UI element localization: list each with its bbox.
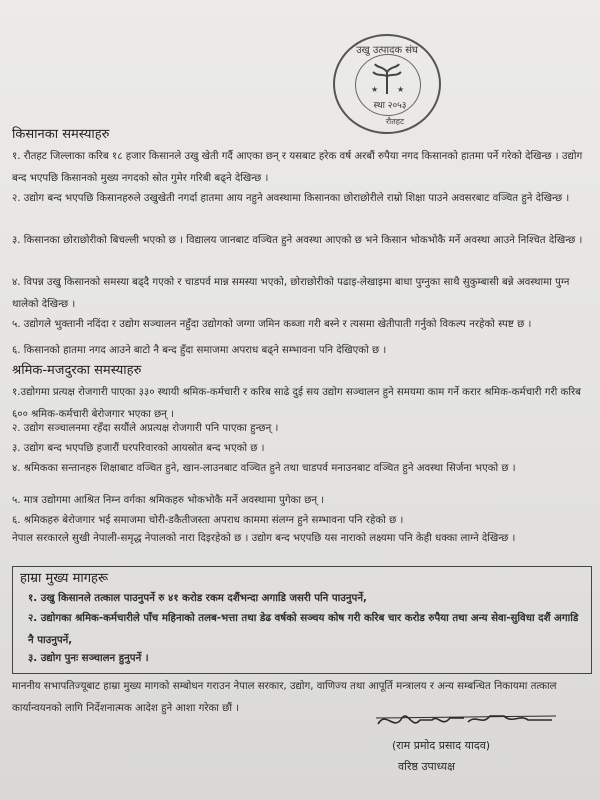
svg-text:★: ★ bbox=[371, 85, 379, 94]
signatory-name: (राम प्रमोद प्रसाद यादव) bbox=[392, 739, 491, 752]
svg-text:★: ★ bbox=[397, 85, 405, 94]
section-title-farmers: किसानका समस्याहरु bbox=[12, 127, 110, 142]
seal-location: रौतहट bbox=[385, 117, 405, 126]
organization-seal bbox=[333, 34, 441, 134]
handwritten-signature bbox=[372, 706, 560, 736]
workers-item-1: १.उद्योगमा प्रत्यक्ष रोजगारी पाएका ३३० स्थायी श्रमिक-कर्मचारी र करिब साढे दुई सय उद्योग सञ्चालन हुने समयमा काम गर्ने करार श्रमिक-कर्मचारी गरी करिब ६०० श्रमिक-कर्मचारी बेरोजगार भएका छन् । bbox=[12, 387, 581, 420]
workers-item-4: ४. श्रमिकका सन्तानहरु शिक्षाबाट वञ्चित हुने, खान-लाउनबाट वञ्चित हुने तथा चाडपर्व मनाउनबाट वञ्चित हुने अवस्था सिर्जना भएको छ । bbox=[12, 463, 516, 474]
section-title-demands: हाम्रा मुख्य मागहरू bbox=[20, 571, 109, 586]
farmers-item-5: ५. उद्योगले भुक्तानी नदिंदा र उद्योग सञ्चालन नहुँदा उद्योगको जग्गा जमिन कब्जा गरी बस्ने र त्यसमा खेतीपाती गर्नुको विकल्प नरहेको स्पष्ट छ । bbox=[12, 319, 532, 330]
farmers-item-2: २. उद्योग बन्द भएपछि किसानहरुले उखुखेती नगर्दा हातमा आय नहुने अवस्थामा किसानका छोराछोरीले राम्रो शिक्षा पाउने अवसरबाट वञ्चित हुने देखिन्छ । bbox=[12, 193, 570, 204]
farmers-item-6: ६. किसानको हातमा नगद आउने बाटो नै बन्द हुँदा समाजमा अपराध बढ्ने सम्भावना पनि देखिएको छ । bbox=[12, 345, 387, 356]
workers-item-2: २. उद्योग सञ्चालनमा रहँदा सयौंले अप्रत्यक्ष रोजगारी पनि पाएका हुन्छन् । bbox=[12, 423, 279, 434]
seal-year: स्था २०५३ bbox=[373, 101, 407, 111]
workers-note: नेपाल सरकारले सुखी नेपाली-समृद्ध नेपालको नारा दिइरहेको छ । उद्योग बन्द भएपछि यस नाराको लक्ष्यमा पनि केही धक्का लाग्ने देखिन्छ । bbox=[12, 533, 516, 544]
farmers-item-1: १. रौतहट जिल्लाका करिब १८ हजार किसानले उखु खेती गर्दै आएका छन् र यसबाट हरेक वर्ष अरबौं रुपैया नगद किसानको हातमा पर्ने गरेको देखिन्छ । उद्योग बन्द भएपछि किसानको मुख्य नगदको स्रोत गुमेर गरिबी बढ्ने देखिन्छ । bbox=[12, 151, 583, 184]
sugarcane-emblem-icon bbox=[369, 62, 405, 96]
workers-item-6: ६. श्रमिकहरु बेरोजगार भई समाजमा चोरी-डकैतीजस्ता अपराध काममा संलग्न हुने सम्भावना पनि रहेको छ । bbox=[12, 515, 404, 526]
signatory-title: वरिष्ठ उपाध्यक्ष bbox=[398, 760, 455, 773]
section-title-workers: श्रमिक-मजदुरका समस्याहरु bbox=[12, 363, 142, 378]
demand-item-3: ३. उद्योग पुनः सञ्चालन हुनुपर्ने । bbox=[28, 653, 149, 664]
workers-item-5: ५. मात्र उद्योगमा आश्रित निम्न वर्गका श्रमिकहरु भोकभोकै मर्ने अवस्थामा पुगेका छन् । bbox=[12, 495, 325, 506]
demand-item-2: २. उद्योगका श्रमिक-कर्मचारीले पाँच महिनाको तलब-भत्ता तथा डेढ वर्षको सञ्चय कोष गरी करिब चार करोड रुपैया तथा अन्य सेवा-सुविधा दशैं अगाडि नै पाउनुपर्ने, bbox=[28, 613, 579, 646]
farmers-item-4: ४. विपन्न उखु किसानको समस्या बढ्दै गएको र चाडपर्व मान्न समस्या भएको, छोराछोरीको पढाइ-लेखाइमा बाधा पुग्नुका साथै सुकुम्बासी बन्ने अवस्थामा पुग्न थालेको देखिन्छ । bbox=[12, 277, 570, 310]
workers-item-3: ३. उद्योग बन्द भएपछि हजारौं घरपरिवारको आयस्रोत बन्द भएको छ । bbox=[12, 443, 265, 454]
farmers-item-3: ३. किसानका छोराछोरीको बिचल्ली भएको छ । विद्यालय जानबाट वञ्चित हुने अवस्था आएको छ भने किसान भोकभोकै मर्ने अवस्था आउने निश्चित देखिन्छ । bbox=[12, 235, 583, 246]
demand-item-1: १. उखु किसानले तत्काल पाउनुपर्ने रु ४१ करोड रकम दशैंभन्दा अगाडि जसरी पनि पाउनुपर्ने, bbox=[28, 593, 367, 604]
seal-org-name: उखु उत्पादक संघ bbox=[356, 45, 418, 56]
closing-paragraph: माननीय सभापतिज्यूबाट हाम्रा मुख्य मागको सम्बोधन गराउन नेपाल सरकार, उद्योग, वाणिज्य तथा आपूर्ति मन्त्रालय र अन्य सम्बन्धित निकायमा तत्काल कार्यान्वयनको लागि निर्देशनात्मक आदेश हुने आशा गरेका छौं । bbox=[12, 681, 557, 714]
